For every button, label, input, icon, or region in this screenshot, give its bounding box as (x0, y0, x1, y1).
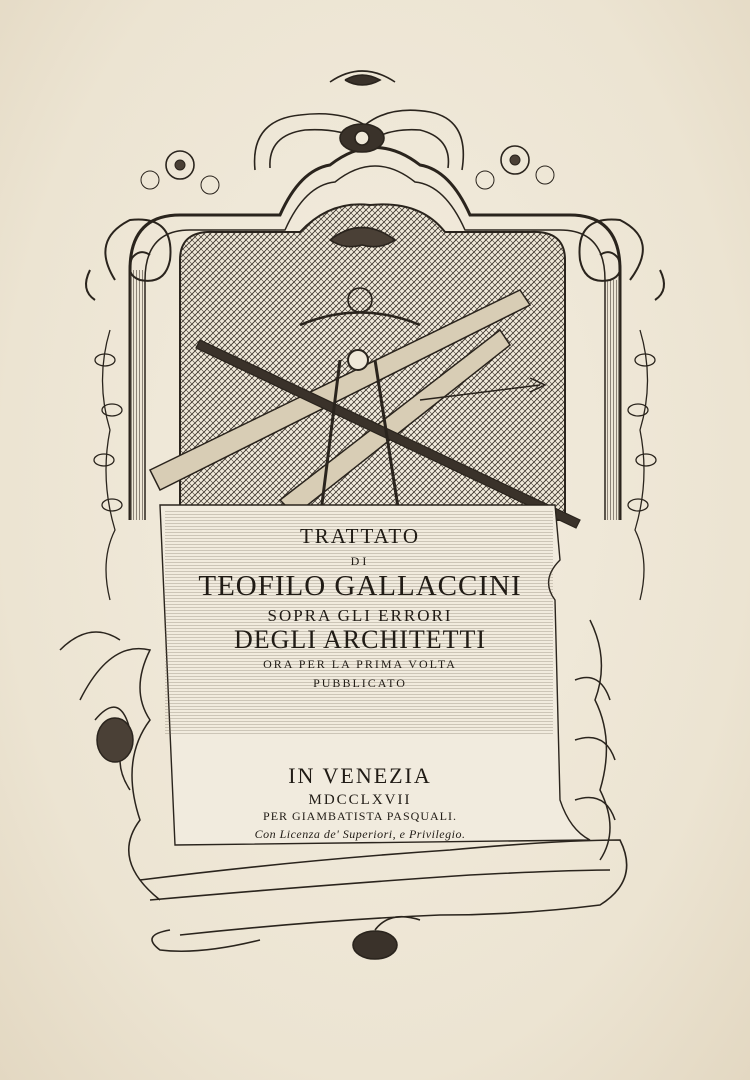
title-line-prima-volta: ORA PER LA PRIMA VOLTA (263, 657, 457, 671)
imprint-year: MDCCLXVII (308, 792, 412, 808)
title-text-block (160, 500, 560, 841)
paper-scroll (140, 840, 627, 959)
title-line-architetti: DEGLI ARCHITETTI (233, 625, 487, 654)
author-name: TEOFILO GALLACCINI (198, 570, 522, 602)
title-line-di: DI (350, 554, 370, 568)
title-line-errori: SOPRA GLI ERRORI (267, 606, 453, 625)
title-line-pubblicato: PUBBLICATO (313, 676, 407, 690)
title-line-trattato: TRATTATO (299, 524, 421, 548)
imprint-place: IN VENEZIA (288, 763, 432, 788)
imprint-license: Con Licenza de' Superiori, e Privilegio. (254, 827, 466, 841)
imprint-printer: PER GIAMBATISTA PASQUALI. (263, 809, 457, 823)
